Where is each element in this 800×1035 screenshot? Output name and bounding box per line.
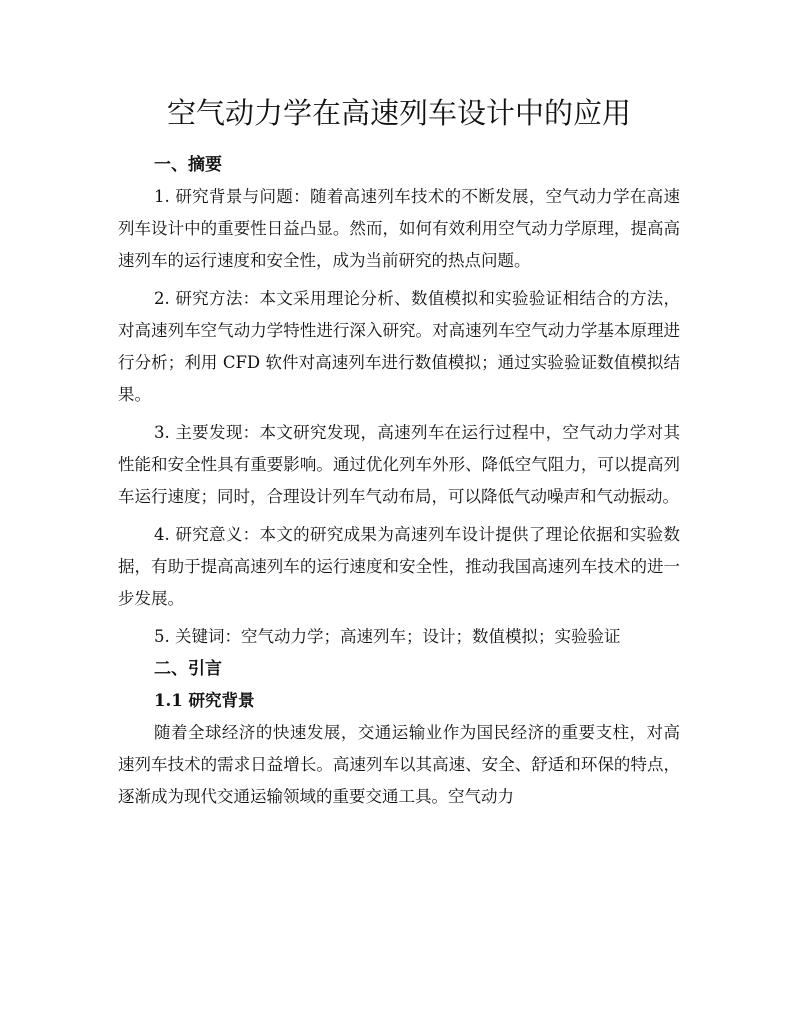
abstract-paragraph-background: 1. 研究背景与问题：随着高速列车技术的不断发展，空气动力学在高速列车设计中的重要性日益凸显。然而，如何有效利用空气动力学原理，提高高速列车的运行速度和安全性，成为当前研究的热点问题。: [118, 187, 680, 270]
abstract-paragraph-methods: 2. 研究方法：本文采用理论分析、数值模拟和实验验证相结合的方法，对高速列车空气动力学特性进行深入研究。对高速列车空气动力学基本原理进行分析；利用 CFD 软件对高速列车进行数值模拟；通过实验验证数值模拟结果。: [118, 289, 680, 404]
abstract-paragraph-findings: 3. 主要发现：本文研究发现，高速列车在运行过程中，空气动力学对其性能和安全性具有重要影响。通过优化列车外形、降低空气阻力，可以提高列车运行速度；同时，合理设计列车气动布局，可以降低气动噪声和气动振动。: [118, 423, 680, 506]
spacer: [118, 138, 680, 149]
section-heading-introduction: 二、引言: [154, 659, 222, 679]
abstract-paragraph-significance: 4. 研究意义：本文的研究成果为高速列车设计提供了理论依据和实验数据，有助于提高高速列车的运行速度和安全性，推动我国高速列车技术的进一步发展。: [118, 525, 680, 608]
section-heading-abstract: 一、摘要: [154, 155, 222, 175]
document-page: [118, 88, 680, 813]
subsection-heading-research-background: 1.1 研究背景: [154, 691, 255, 710]
abstract-paragraph-keywords: 5. 关键词：空气动力学；高速列车；设计；数值模拟；实验验证: [154, 627, 621, 646]
document-title: 空气动力学在高速列车设计中的应用: [166, 96, 631, 130]
introduction-paragraph: 随着全球经济的快速发展，交通运输业作为国民经济的重要支柱，对高速列车技术的需求日益增长。高速列车以其高速、安全、舒适和环保的特点，逐渐成为现代交通运输领域的重要交通工具。空气动力: [118, 723, 680, 806]
